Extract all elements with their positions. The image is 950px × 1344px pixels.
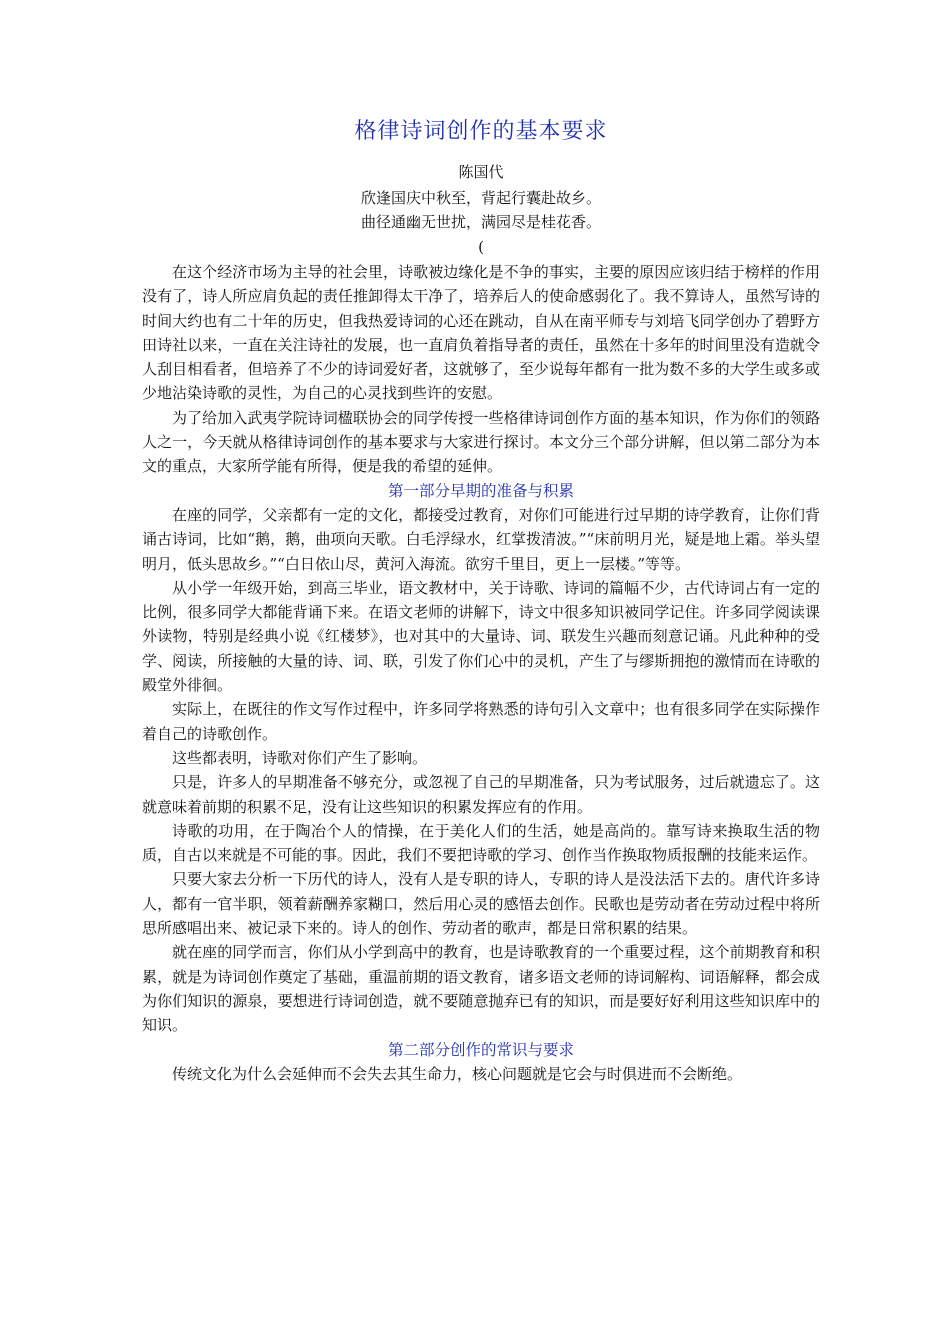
poem-line: 曲径通幽无世扰，满园尽是桂花香。 bbox=[360, 213, 601, 231]
body-paragraph: 这些都表明，诗歌对你们产生了影响。 bbox=[172, 748, 428, 767]
body-paragraph: 实际上，在既往的作文写作过程中，许多同学将熟悉的诗句引入文章中；也有很多同学在实际操作着自己的诗歌创作。 bbox=[142, 700, 820, 743]
body-paragraph: 只是，许多人的早期准备不够充分，或忽视了自己的早期准备，只为考试服务，过后就遗忘了。这就意味着前期的积累不足，没有让这些知识的积累发挥应有的作用。 bbox=[142, 773, 820, 816]
document-title: 格律诗词创作的基本要求 bbox=[354, 119, 608, 144]
section-heading: 第一部分早期的准备与积累 bbox=[387, 481, 574, 500]
body-paragraph: 诗歌的功用，在于陶冶个人的情操，在于美化人们的生活，她是高尚的。靠写诗来换取生活的物质，自古以来就是不可能的事。因此，我们不要把诗歌的学习、创作当作换取物质报酬的技能来运作。 bbox=[142, 821, 820, 865]
author-name: 陈国代 bbox=[458, 163, 504, 181]
body-paragraph: 就在座的同学而言，你们从小学到高中的教育，也是诗歌教育的一个重要过程，这个前期教育和积累，就是为诗词创作奠定了基础，重温前期的语文教育，诸多语文老师的诗词解构、词语解释，都会成为你们知识的源泉，要想进行诗词创造，就不要随意抛弃已有的知识，而是要好好利用这些知识库中的知识。 bbox=[142, 943, 820, 1035]
body-paragraph: 在座的同学，父亲都有一定的文化，都接受过教育，对你们可能进行过早期的诗学教育，让你们背诵古诗词，比如“鹅，鹅，曲项向天歌。白毛浮绿水，红掌拨清波。”“床前明月光，疑是地上霜。举头望明月，低头思故乡。”“白日依山尽，黄河入海流。欲穷千里目，更上一层楼。”等等。 bbox=[142, 505, 820, 573]
body-paragraph: 只要大家去分析一下历代的诗人，没有人是专职的诗人，专职的诗人是没法活下去的。唐代许多诗人，都有一官半职，领着薪酬养家糊口，然后用心灵的感悟去创作。民歌也是劳动者在劳动过程中将所思所感唱出来、被记录下来的。诗人的创作、劳动者的歌声，都是日常积累的结果。 bbox=[142, 870, 820, 938]
body-paragraph: 从小学一年级开始，到高三毕业，语文教材中，关于诗歌、诗词的篇幅不少，古代诗词占有一定的比例，很多同学大都能背诵下来。在语文老师的讲解下，诗文中很多知识被同学记住。许多同学阅读课外读物，特别是经典小说《红楼梦》，也对其中的大量诗、词、联发生兴趣而刻意记诵。凡此种种的受学、阅读，所接触的大量的诗、词、联，引发了你们心中的灵机，产生了与缪斯拥抱的激情而在诗歌的殿堂外徘徊。 bbox=[142, 578, 820, 695]
poem-line: 欣逢国庆中秋至，背起行囊赴故乡。 bbox=[360, 189, 601, 207]
intro-paragraph: 在这个经济市场为主导的社会里，诗歌被边缘化是不争的事实，主要的原因应该归结于榜样的作用没有了，诗人所应肩负起的责任推卸得太干净了，培养后人的使命感弱化了。我不算诗人，虽然写诗的时间大约也有二十年的历史，但我热爱诗词的心还在跳动，自从在南平师专与刘培飞同学创办了碧野方田诗社以来，一直在关注诗社的发展，也一直肩负着指导者的责任，虽然在十多年的时间里没有造就令人刮目相看者，但培养了不少的诗词爱好者，这就够了，至少说每年都有一批为数不多的大学生或多或少地沾染诗歌的灵性，为自己的心灵找到些许的安慰。 bbox=[142, 263, 820, 403]
body-paragraph: 传统文化为什么会延伸而不会失去其生命力，核心问题就是它会与时俱进而不会断绝。 bbox=[172, 1064, 743, 1083]
section-heading: 第二部分创作的常识与要求 bbox=[387, 1040, 574, 1059]
intro-paragraph: 为了给加入武夷学院诗词楹联协会的同学传授一些格律诗词创作方面的基本知识，作为你们的领路人之一，今天就从格律诗词创作的基本要求与大家进行探讨。本文分三个部分讲解，但以第二部分为本文的重点，大家所学能有所得，便是我的希望的延伸。 bbox=[142, 408, 820, 476]
article-body bbox=[142, 260, 820, 1086]
stray-mark: ( bbox=[478, 238, 484, 256]
